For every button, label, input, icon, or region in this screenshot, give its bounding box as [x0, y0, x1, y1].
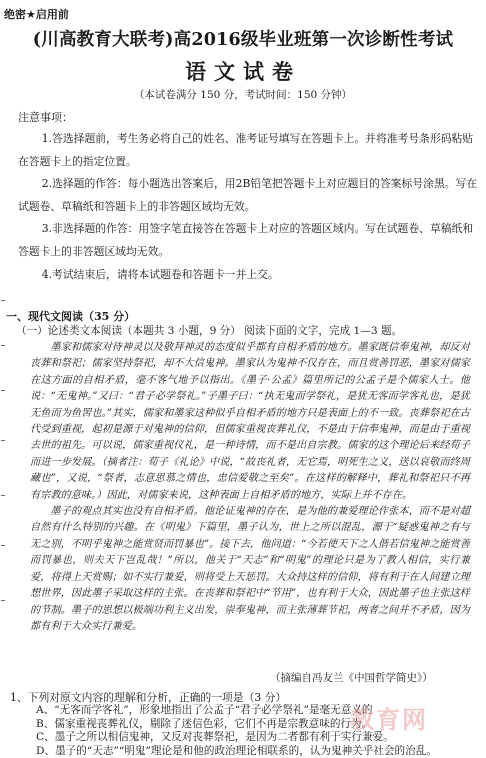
watermark-logo: 教育网 [350, 706, 428, 734]
option-c: C、墨子之所以相信鬼神，又反对丧葬祭祀，是因为二者都有利于实行兼爱。 [36, 731, 394, 744]
option-a: A、“无客而学客礼”，形象地指出了公孟子“君子必学祭礼”是毫无意义的 [36, 704, 373, 716]
binding-margin-mark [1, 300, 5, 301]
notes-list [18, 128, 482, 286]
reading-passage [30, 340, 470, 635]
binding-margin-mark [1, 495, 5, 496]
binding-margin-mark [1, 545, 5, 546]
passage-paragraph: 墨家和儒家对待神灵以及敬拜神灵的态度似乎都有自相矛盾的地方。墨家既信奉鬼神，却反对丧葬和祭祀；儒家坚持祭祀，却不大信鬼神。墨家认为鬼神不仅存在，而且赏善罚恶，墨家对儒家在这方面的自相矛盾，毫不客气地予以指出。《墨子·公孟》篇里所记的公孟子是个儒家人士。他说：“无鬼神。”又曰：“君子必学祭礼。”子墨子曰：“执无鬼而学祭礼，是犹无客而学客礼也，是犹无鱼而为鱼罟也。”其实，儒家和墨家这种似乎自相矛盾的地方只是表面上的不一致。丧葬祭祀在古代受到重视，起初是源于对鬼神的信仰，但儒家重视丧葬礼仪，不是由于信奉鬼神，而是由于重视去世的祖先。可以说，儒家重视仪礼，是一种诗情，而不是出自宗教。儒家的这个理论后来经荀子而进一步发展。（摘者注：荀子《礼论》中说，“故丧礼者，无它焉，明死生之义，送以哀敬而终周藏也”，又说，“祭者，志意思慕之情也，忠信爱敬之至矣”。在这样的解释中，葬礼和祭祀只不再有宗教的意味。）因此，对儒家来说，这种表面上自相矛盾的地方，实际上并不存在。 [30, 342, 470, 501]
exam-meta: （本试卷满分 150 分，考试时间：150 分钟） [133, 89, 353, 101]
secret-label: 绝密★启用前 [4, 8, 69, 21]
binding-margin-mark [1, 390, 5, 391]
section-heading: 一、现代文阅读（35 分） [6, 310, 136, 323]
subject-title: 语文试卷 [185, 59, 301, 84]
question-stem: 1、下列对原文内容的理解和分析，正确的一项是（3 分） [10, 691, 287, 704]
exam-title: (川高教育大联考)高2016级毕业班第一次诊断性考试 [32, 30, 454, 50]
note-item: 3.非选择题的作答：用签字笔直接答在答题卡上对应的答题区域内。写在试题卷、草稿纸和答题卡上的非答题区域均无效。 [18, 222, 474, 258]
option-d: D、墨子的“天志”“明鬼”理论是和他的政治理论相联系的，认为鬼神关乎社会的治乱。 [36, 744, 437, 757]
note-item: 2.选择题的作答：每小题选出答案后，用2B铅笔把答题卡上对应题目的答案标号涂黑。写在试题卷、草稿纸和答题卡上的非答题区域均无效。 [18, 177, 478, 213]
note-item: 4.考试结束后，请将本试题卷和答题卡一并上交。 [41, 267, 279, 281]
passage-paragraph: 墨子的观点其实也没有自相矛盾。他论证鬼神的存在，是为他的兼爱理论作张本，而不是对超自然有什么特别的兴趣。在《明鬼》下篇里，墨子认为，世上之所以混乱，源于“疑惑鬼神之有与无之别，不明乎鬼神之能赏贤而罚暴也”。接下去，他问道：“今若使天下之人偕若信鬼神之能赏善而罚暴也，则夫天下岂乱哉！”所以，他关于“天志”和“明鬼”的理论只是为了教人相信，实行兼爱，将得上天赏赐；如不实行兼爱，则将受上天惩罚。大众持这样的信仰，将有利于在人间建立理想世界，因此墨子采取这样的主张。在丧葬和祭祀中“节用”，也有利于大众，因此墨子也主张这样的节制。墨子的思想以极端功利主义出发，崇奉鬼神，而主张薄葬节祀，两者之间并不矛盾，因为都有利于大众实行兼爱。 [30, 506, 470, 632]
notes-heading: 注意事项： [18, 111, 73, 124]
passage-source: （摘编自冯友兰《中国哲学简史》） [270, 672, 433, 684]
option-b: B、儒家重视丧葬礼仪，剔除了迷信色彩，它们不再是宗教意味的行为。 [36, 717, 373, 730]
binding-margin-mark [1, 600, 5, 601]
subsection-heading: （一）论述类文本阅读（本题共 3 小题，9 分） 阅读下面的文字，完成 1—3 题。 [16, 325, 403, 337]
binding-margin-mark [1, 440, 5, 441]
note-item: 1.答选择题前，考生务必将自己的姓名、准考证号填写在答题卡上。并将准考号条形码粘贴在答题卡上的指定位置。 [18, 132, 474, 168]
binding-margin-mark [1, 345, 5, 346]
